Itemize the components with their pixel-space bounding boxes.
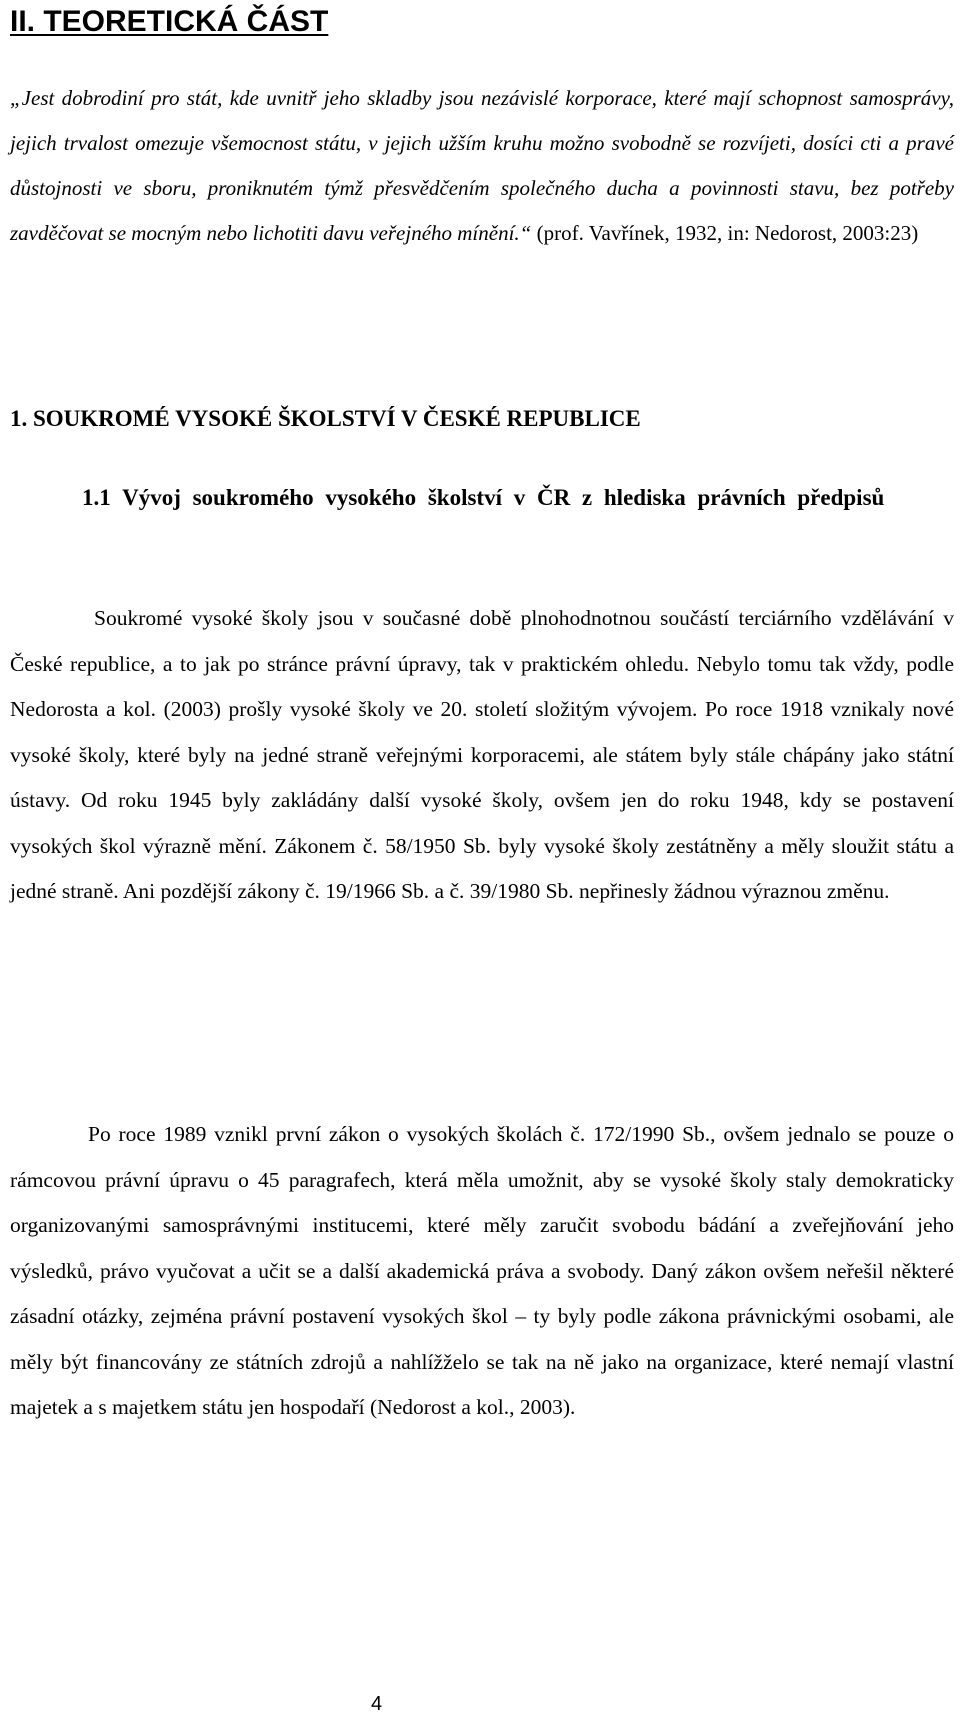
motto-quote-text: „Jest dobrodiní pro stát, kde uvnitř jeho skladby jsou nezávislé korporace, které mají schopnost samosprávy, jejich trvalost omezuje všemocnost státu, v jejich užším kruhu možno svobodně se rozvíjeti, dosíci cti a pravé důstojnosti ve sboru, proniknutém týmž přesvědčením společného ducha a povinnosti stavu, bez potřeby zavděčovat se mocným nebo lichotiti davu veřejného mínění.“ xyxy=(10,86,954,245)
motto-citation: (prof. Vavřínek, 1932, in: Nedorost, 2003:23) xyxy=(531,221,919,245)
chapter-title: II. TEORETICKÁ ČÁST xyxy=(10,5,329,38)
subsection-heading: 1.1 Vývoj soukromého vysokého školství v ČR z hlediska právních předpisů xyxy=(82,485,885,510)
section-heading: 1. SOUKROMÉ VYSOKÉ ŠKOLSTVÍ V ČESKÉ REPUBLICE xyxy=(10,406,641,431)
body-paragraph-2: Po roce 1989 vznikl první zákon o vysokých školách č. 172/1990 Sb., ovšem jednalo se pouze o rámcovou právní úpravu o 45 paragrafech, která měla umožnit, aby se vysoké školy staly demokraticky organizovanými samosprávnými institucemi, které měly zaručit svobodu bádání a zveřejňování jeho výsledků, právo vyučovat a učit se a další akademická práva a svobody. Daný zákon ovšem neřešil některé zásadní otázky, zejména právní postavení vysokých škol – ty byly podle zákona právnickými osobami, ale měly být financovány ze státních zdrojů a nahlížželo se tak na ně jako na organizace, které nemají vlastní majetek a s majetkem státu jen hospodaří (Nedorost a kol., 2003). xyxy=(10,1122,954,1419)
motto-quote xyxy=(10,76,954,256)
page-number: 4 xyxy=(371,1693,383,1715)
body-paragraph-1: Soukromé vysoké školy jsou v současné době plnohodnotnou součástí terciárního vzdělávání v České republice, a to jak po stránce právní úpravy, tak v praktickém ohledu. Nebylo tomu tak vždy, podle Nedorosta a kol. (2003) prošly vysoké školy ve 20. století složitým vývojem. Po roce 1918 vznikaly nové vysoké školy, které byly na jedné straně veřejnými korporacemi, ale státem byly stále chápány jako státní ústavy. Od roku 1945 byly zakládány další vysoké školy, ovšem jen do roku 1948, kdy se postavení vysokých škol výrazně mění. Zákonem č. 58/1950 Sb. byly vysoké školy zestátněny a měly sloužit státu a jedné straně. Ani pozdější zákony č. 19/1966 Sb. a č. 39/1980 Sb. nepřinesly žádnou výraznou změnu. xyxy=(10,606,954,903)
